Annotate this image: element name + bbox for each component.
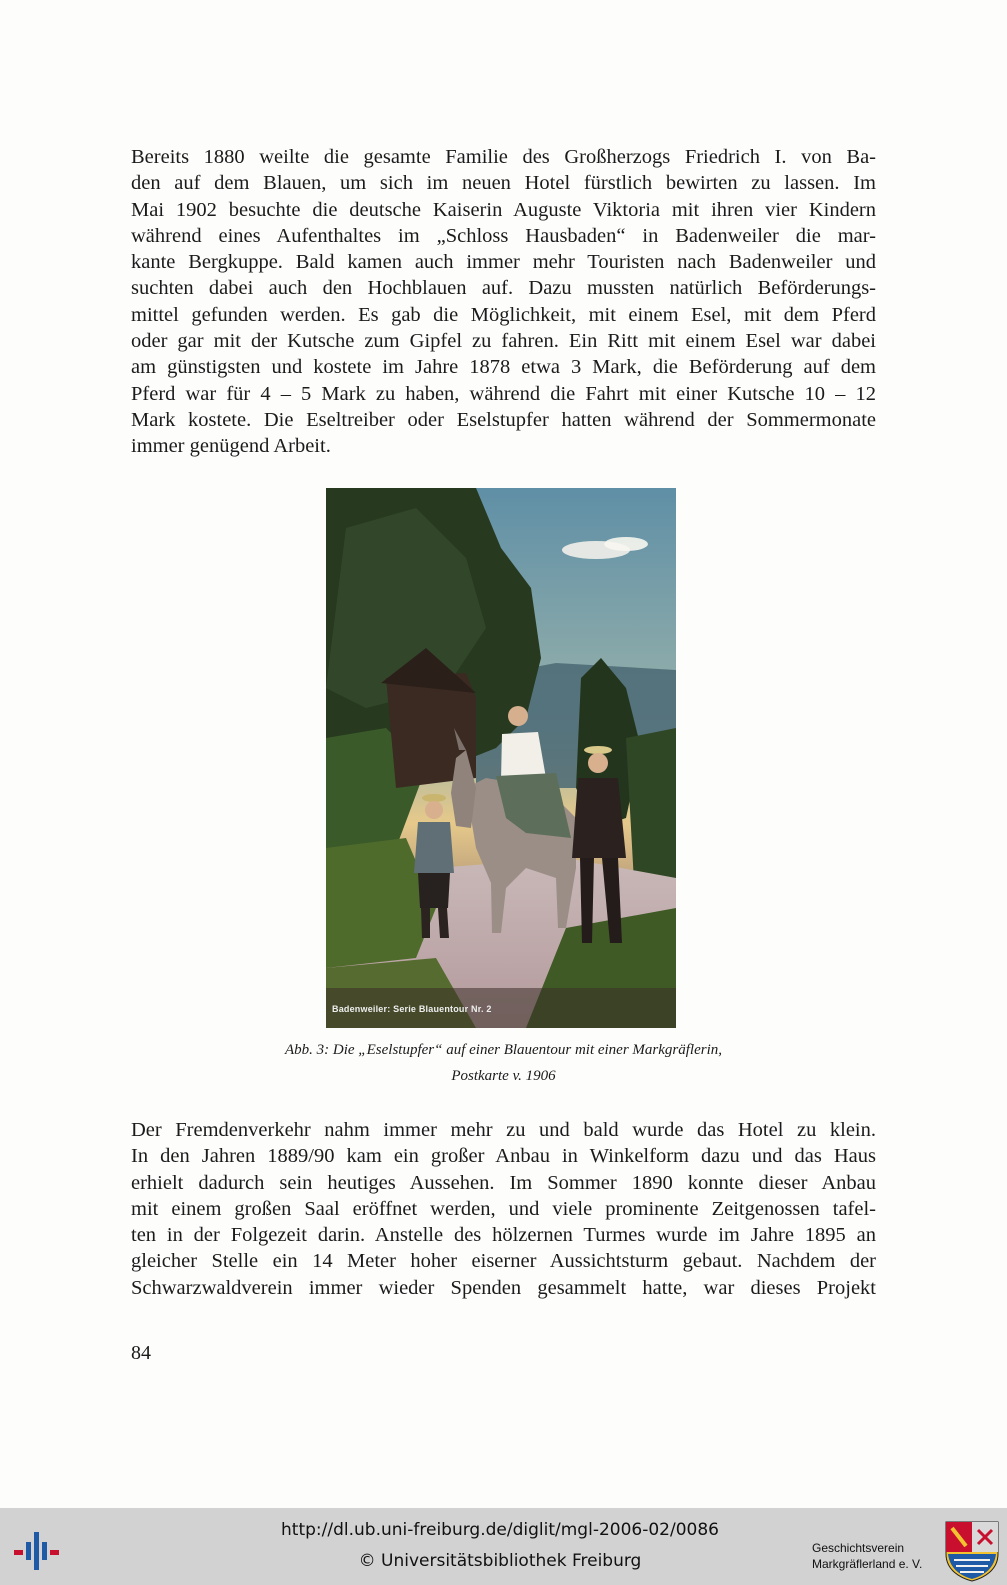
text-line: erhielt dadurch sein heutiges Aussehen. Im Sommer 1890 konnte dieser Anbau bbox=[131, 1171, 876, 1194]
text-line: Der Fremdenverkehr nahm immer mehr zu und bald wurde das Hotel zu klein. bbox=[131, 1119, 876, 1141]
society-name-line2: Markgräflerland e. V. bbox=[812, 1557, 923, 1571]
paragraph-1 bbox=[131, 144, 876, 460]
page-number: 84 bbox=[131, 1342, 151, 1364]
text-line: Bereits 1880 weilte die gesamte Familie des Großherzogs Friedrich I. von Ba- bbox=[131, 146, 876, 168]
text-line: In den Jahren 1889/90 kam ein großer Anbau in Winkelform dazu und das Haus bbox=[131, 1145, 876, 1168]
society-name bbox=[812, 1540, 922, 1572]
text-line: während eines Aufenthaltes im „Schloss Hausbaden“ in Badenweiler die mar- bbox=[131, 224, 876, 247]
ub-freiburg-logo-icon bbox=[14, 1528, 64, 1574]
text-line: suchten dabei auch den Hochblauen auf. Dazu mussten natürlich Beförderungs- bbox=[131, 277, 876, 300]
postcard-illustration bbox=[326, 488, 676, 1028]
figure-caption: Abb. 3: Die „Eselstupfer“ auf einer Blauentour mit einer Markgräflerin, bbox=[284, 1042, 723, 1058]
text-line: am günstigsten und kostete im Jahre 1878 etwa 3 Mark, die Beförderung auf dem bbox=[131, 356, 876, 379]
viewer-footer bbox=[0, 1508, 1007, 1585]
text-line: ten in der Folgezeit darin. Anstelle des hölzernen Turmes wurde im Jahre 1895 an bbox=[131, 1224, 876, 1247]
text-line: mittel gefunden werden. Es gab die Möglichkeit, mit einem Esel, mit dem Pferd bbox=[131, 303, 876, 326]
postcard-photo bbox=[326, 488, 676, 1028]
text-line: mit einem großen Saal eröffnet werden, und viele prominente Zeitgenossen tafel- bbox=[131, 1197, 876, 1220]
text-line: den auf dem Blauen, um sich im neuen Hotel fürstlich bewirten zu lassen. Im bbox=[131, 172, 876, 195]
text-line: Mark kostete. Die Eseltreiber oder Eselstupfer hatten während der Sommermonate bbox=[131, 408, 876, 431]
text-line: Pferd war für 4 – 5 Mark zu haben, während die Fahrt mit einer Kutsche 10 – 12 bbox=[131, 382, 876, 405]
paragraph-2 bbox=[131, 1117, 876, 1301]
text-line: Schwarzwaldverein immer wieder Spenden gesammelt hatte, war dieses Projekt bbox=[131, 1276, 876, 1299]
permalink-url[interactable]: http://dl.ub.uni-freiburg.de/diglit/mgl-2006-02/0086 bbox=[281, 1520, 719, 1540]
text-line: Mai 1902 besuchte die deutsche Kaiserin Auguste Viktoria mit ihren vier Kindern bbox=[131, 198, 876, 221]
society-name-line1: Geschichtsverein bbox=[812, 1541, 905, 1555]
copyright-notice: © Universitätsbibliothek Freiburg bbox=[358, 1551, 642, 1571]
text-line: gleicher Stelle ein 14 Meter hoher eiserner Aussichtsturm gebaut. Nachdem der bbox=[131, 1250, 876, 1273]
text-line: oder gar mit der Kutsche zum Gipfel zu fahren. Ein Ritt mit einem Esel war dabei bbox=[131, 330, 876, 353]
text-line: immer genügend Arbeit. bbox=[131, 435, 331, 458]
figure-caption-second-line: Postkarte v. 1906 bbox=[451, 1068, 556, 1084]
coat-of-arms-icon bbox=[944, 1520, 1000, 1582]
text-line: kante Bergkuppe. Bald kamen auch immer mehr Touristen nach Badenweiler und bbox=[131, 251, 876, 274]
postcard-imprint: Badenweiler: Serie Blauentour Nr. 2 bbox=[332, 1004, 492, 1014]
